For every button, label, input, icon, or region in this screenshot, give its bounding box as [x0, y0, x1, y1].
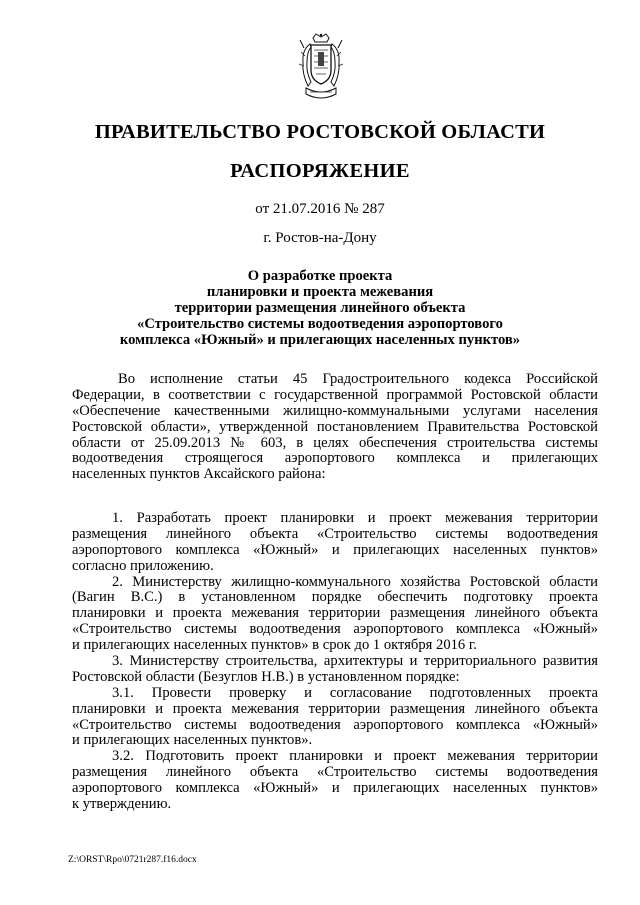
- text-line: аэропортового комплекса «Южный» и прилегающих населенных пунктов»: [72, 780, 598, 797]
- title-line: планировки и проекта межевания: [206, 284, 434, 300]
- organization-name: ПРАВИТЕЛЬСТВО РОСТОВСКОЙ ОБЛАСТИ: [94, 121, 546, 143]
- text-line: Ростовской области (Безуглов Н.В.) в установленном порядке:: [72, 668, 460, 685]
- text-line: населенных пунктов Аксайского района:: [72, 466, 326, 483]
- text-line: размещения линейного объекта «Строительство системы водоотведения: [72, 764, 598, 781]
- text-line: области от 25.09.2013 № 603, в целях обеспечения строительства системы: [72, 434, 598, 451]
- document-title: [60, 268, 580, 348]
- title-line: территории размещения линейного объекта: [174, 300, 466, 316]
- text-line: аэропортового комплекса «Южный» и прилегающих населенных пунктов»: [72, 541, 598, 558]
- text-line: водоотведения строящегося аэропортового комплекса и прилегающих: [72, 450, 598, 467]
- text-line: согласно приложению.: [72, 557, 214, 574]
- text-line: 3.1. Провести проверку и согласование подготовленных проекта: [112, 684, 598, 701]
- text-line: (Вагин В.С.) в установленном порядке обеспечить подготовку проекта: [72, 589, 598, 606]
- coat-of-arms-icon: [296, 32, 346, 104]
- text-line: 3.2. Подготовить проект планировки и проект межевания территории: [112, 748, 598, 765]
- text-line: размещения линейного объекта «Строительство системы водоотведения: [72, 525, 598, 542]
- file-path-footer: Z:\ORST\Rpo\0721r287.f16.docx: [68, 855, 197, 865]
- text-line: к утверждению.: [72, 796, 172, 813]
- document-type: РАСПОРЯЖЕНИЕ: [230, 160, 410, 182]
- text-line: планировки и проекта межевания территории размещения линейного объекта: [72, 605, 598, 622]
- text-line: 1. Разработать проект планировки и проект межевания территории: [112, 510, 598, 526]
- text-line: «Обеспечение качественными жилищно-коммунальными услугами населения: [72, 402, 598, 419]
- text-line: 3. Министерству строительства, архитектуры и территориального развития: [112, 653, 598, 670]
- text-line: 2. Министерству жилищно-коммунального хозяйства Ростовской области: [112, 573, 598, 590]
- document-city: г. Ростов-на-Дону: [263, 230, 377, 246]
- text-line: планировки и проекта межевания территории размещения линейного объекта: [72, 700, 598, 717]
- text-line: «Строительство системы водоотведения аэропортового комплекса «Южный»: [72, 621, 598, 638]
- text-line: «Строительство системы водоотведения аэропортового комплекса «Южный»: [72, 716, 598, 733]
- text-line: Федерации, в соответствии с государственной программой Ростовской области: [72, 386, 598, 403]
- text-line: Во исполнение статьи 45 Градостроительного кодекса Российской: [118, 371, 598, 387]
- preamble-paragraph: [72, 372, 598, 483]
- title-line: комплекса «Южный» и прилегающих населенных пунктов»: [119, 332, 521, 348]
- document-date-number: от 21.07.2016 № 287: [255, 201, 385, 217]
- title-line: О разработке проекта: [247, 268, 393, 284]
- text-line: и прилегающих населенных пунктов» в срок до 1 октября 2016 г.: [72, 637, 477, 654]
- text-line: Ростовской области», утвержденной постановлением Правительства Ростовской: [72, 418, 598, 435]
- title-line: «Строительство системы водоотведения аэропортового: [137, 316, 503, 332]
- text-line: и прилегающих населенных пунктов».: [72, 732, 313, 749]
- resolution-items: [72, 511, 598, 813]
